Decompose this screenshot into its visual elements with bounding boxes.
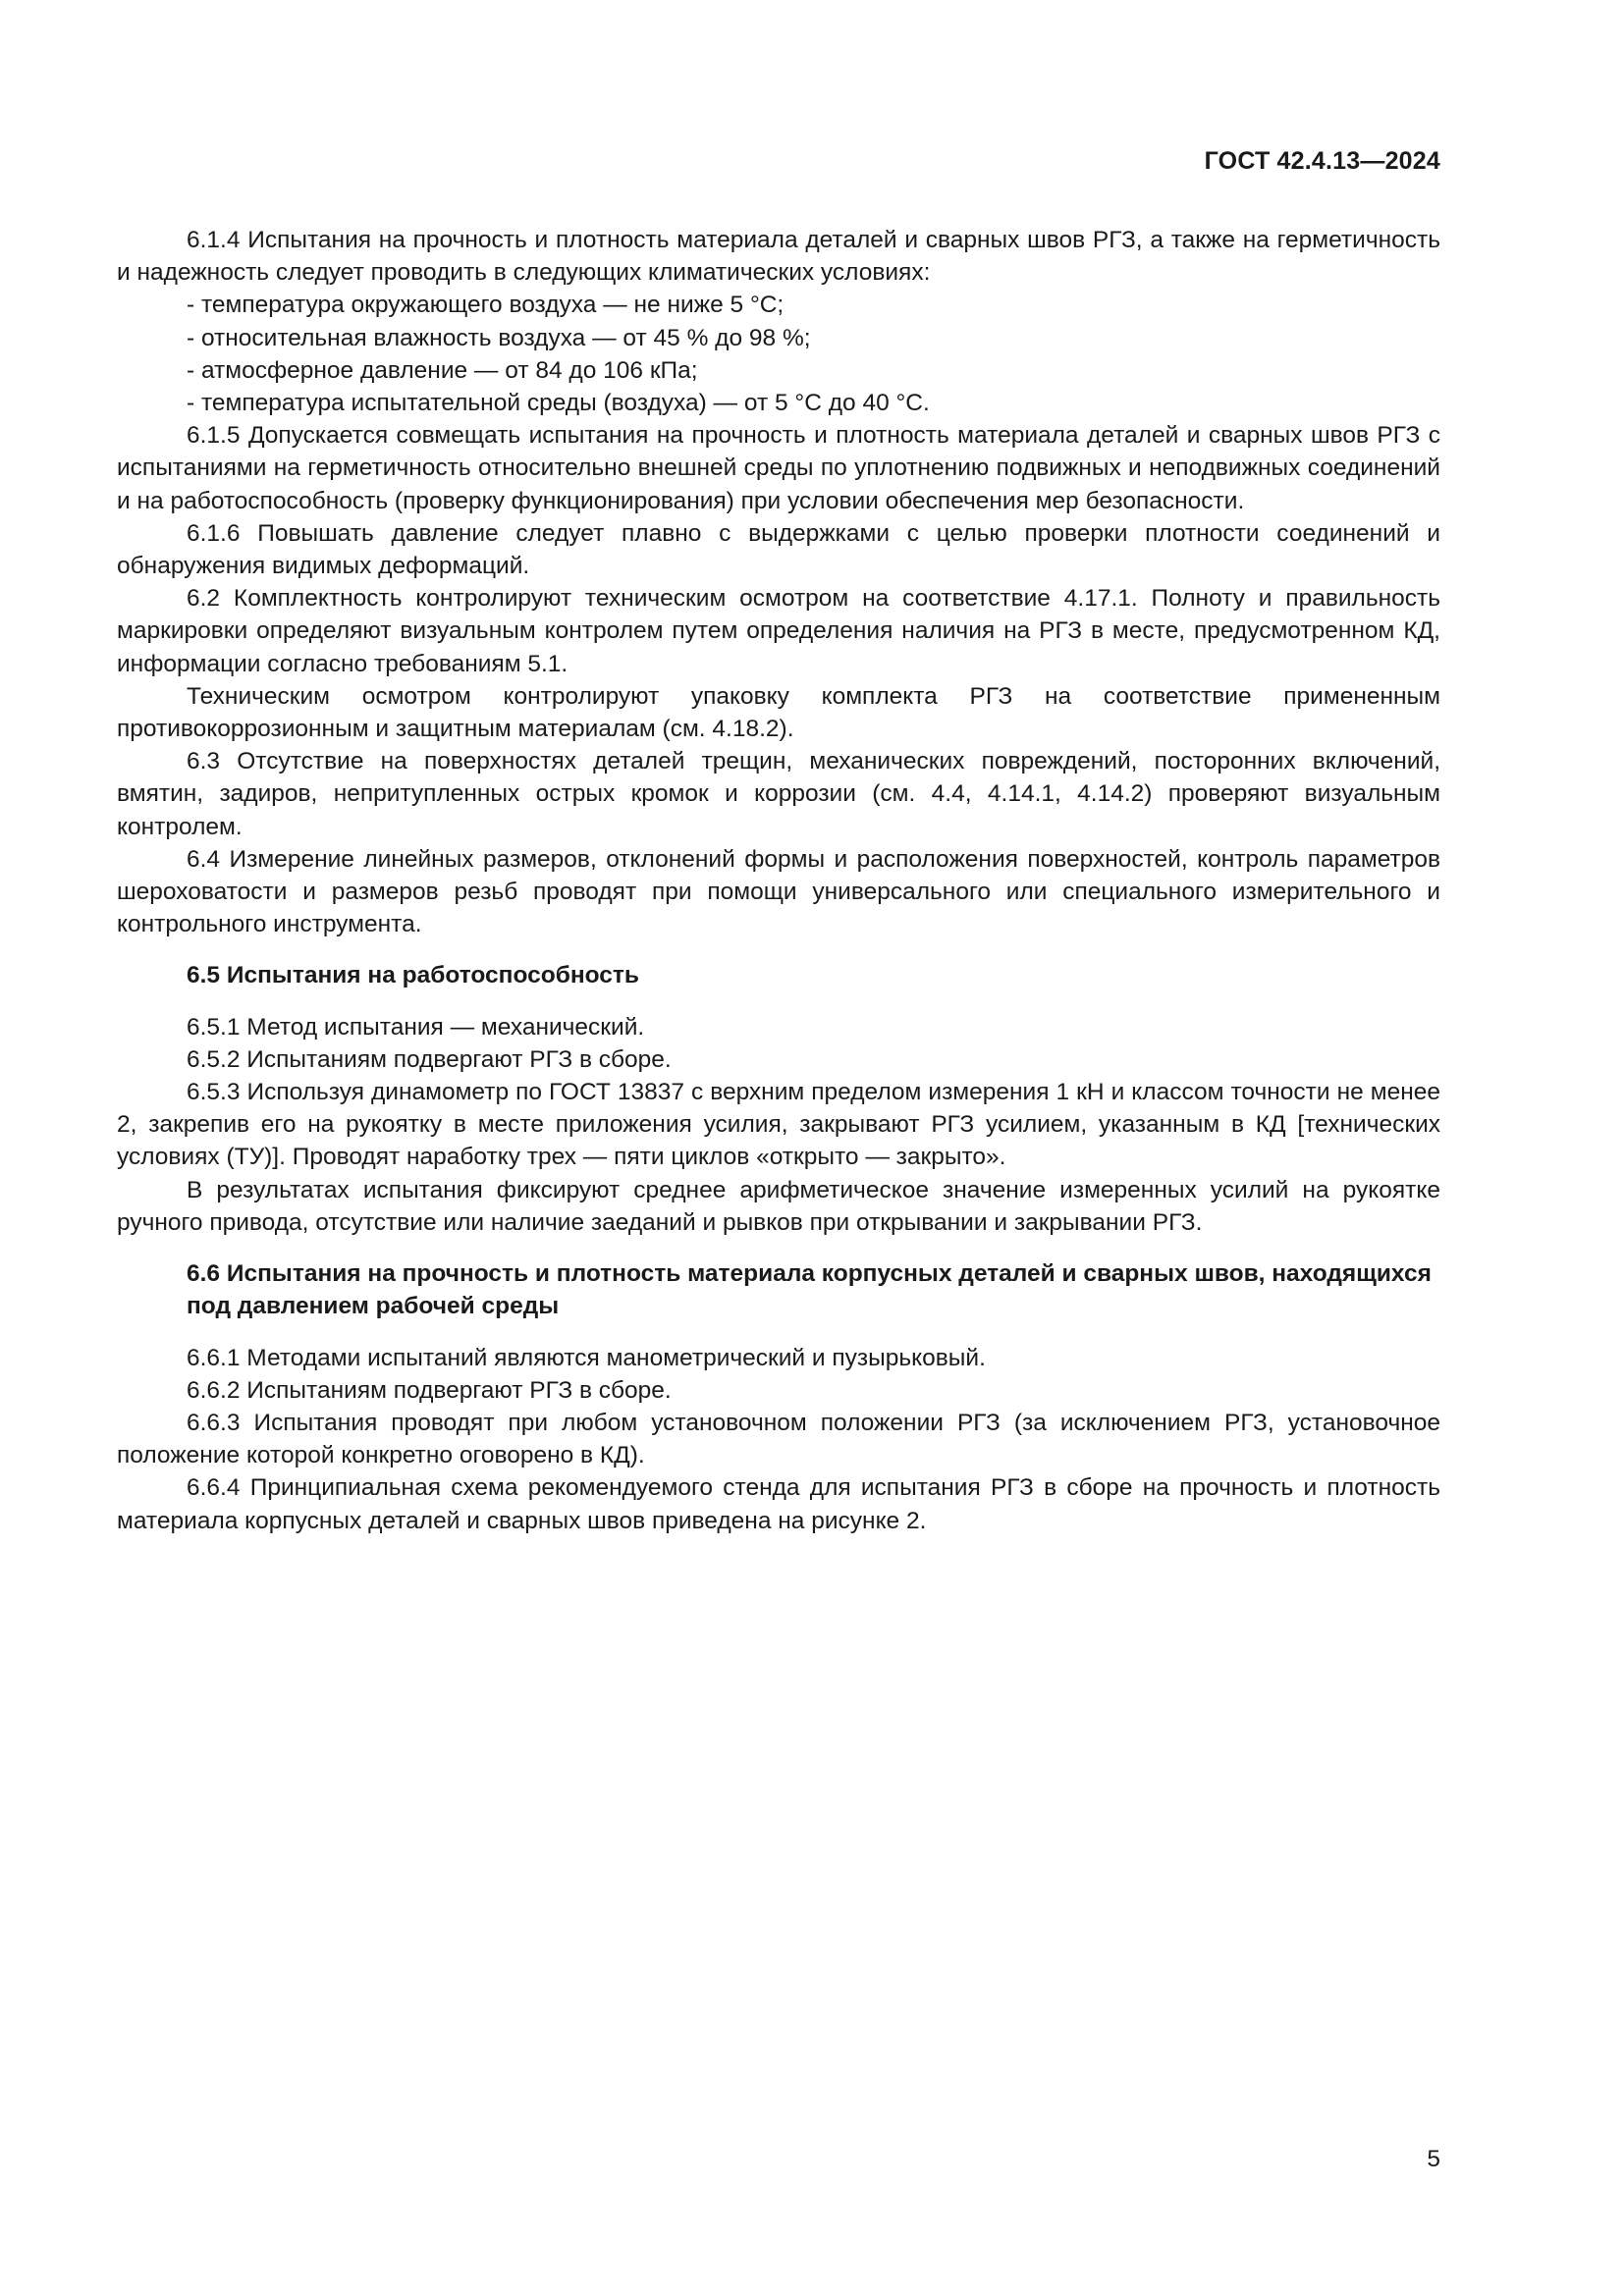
document-body bbox=[117, 224, 1440, 1537]
clause-6-5-3-results: В результатах испытания фиксируют среднее арифметическое значение измеренных усилий на рукоятке ручного привода, отсутствие или наличие заеданий и рывков при открывании и закрывании РГЗ. bbox=[117, 1176, 1440, 1236]
condition-item: - относительная влажность воздуха — от 45 % до 98 %; bbox=[187, 324, 811, 351]
document-header: ГОСТ 42.4.13—2024 bbox=[1204, 147, 1440, 175]
clause-6-5-3: 6.5.3 Используя динамометр по ГОСТ 13837 с верхним пределом измерения 1 кН и классом точности не менее 2, закрепив его на рукоятку в месте приложения усилия, закрывают РГЗ усилием, указанным в КД [технических условиях (ТУ)]. Проводят наработку трех — пяти циклов «открыто — закрыто». bbox=[117, 1079, 1440, 1171]
clause-6-3: 6.3 Отсутствие на поверхностях деталей трещин, механических повреждений, посторонних включений, вмятин, задиров, непритупленных острых кромок и коррозии (см. 4.4, 4.14.1, 4.14.2) проверяют визуальным контролем. bbox=[117, 748, 1440, 840]
section-heading-6-6: 6.6 Испытания на прочность и плотность материала корпусных деталей и сварных швов, находящихся под давлением рабочей среды bbox=[187, 1260, 1432, 1320]
clause-6-1-4: 6.1.4 Испытания на прочность и плотность материала деталей и сварных швов РГЗ, а также на герметичность и надежность следует проводить в следующих климатических условиях: bbox=[117, 227, 1440, 287]
clause-6-6-4: 6.6.4 Принципиальная схема рекомендуемого стенда для испытания РГЗ в сборе на прочность и плотность материала корпусных деталей и сварных швов приведена на рисунке 2. bbox=[117, 1474, 1440, 1534]
condition-item: - температура испытательной среды (воздуха) — от 5 °С до 40 °С. bbox=[187, 390, 930, 417]
condition-item: - температура окружающего воздуха — не ниже 5 °С; bbox=[187, 292, 785, 319]
clause-6-4: 6.4 Измерение линейных размеров, отклонений формы и расположения поверхностей, контроль параметров шероховатости и размеров резьб проводят при помощи универсального или специального измерительного и контрольного инструмента. bbox=[117, 845, 1440, 938]
clause-6-1-6: 6.1.6 Повышать давление следует плавно с выдержками с целью проверки плотности соединений и обнаружения видимых деформаций. bbox=[117, 519, 1440, 580]
clause-6-5-1: 6.5.1 Метод испытания — механический. bbox=[187, 1013, 645, 1041]
clause-6-2: 6.2 Комплектность контролируют техническим осмотром на соответствие 4.17.1. Полноту и правильность маркировки определяют визуальным контролем путем определения наличия на РГЗ в месте, предусмотренном КД, информации согласно требованиям 5.1. bbox=[117, 585, 1440, 677]
clause-6-1-5: 6.1.5 Допускается совмещать испытания на прочность и плотность материала деталей и сварных швов РГЗ с испытаниями на герметичность относительно внешней среды по уплотнению подвижных и неподвижных соединений и на работоспособность (проверку функционирования) при условии обеспечения мер безопасности. bbox=[117, 422, 1440, 514]
clause-6-6-3: 6.6.3 Испытания проводят при любом установочном положении РГЗ (за исключением РГЗ, установочное положение которой конкретно оговорено в КД). bbox=[117, 1409, 1440, 1469]
clause-6-6-1: 6.6.1 Методами испытаний являются манометрический и пузырьковый. bbox=[187, 1344, 986, 1371]
condition-item: - атмосферное давление — от 84 до 106 кПа; bbox=[187, 356, 698, 384]
section-heading-6-5: 6.5 Испытания на работоспособность bbox=[187, 962, 639, 989]
clause-6-2-packaging: Техническим осмотром контролируют упаковку комплекта РГЗ на соответствие примененным противокоррозионным и защитным материалам (см. 4.18.2). bbox=[117, 682, 1440, 743]
clause-6-5-2: 6.5.2 Испытаниям подвергают РГЗ в сборе. bbox=[187, 1045, 672, 1073]
clause-6-6-2: 6.6.2 Испытаниям подвергают РГЗ в сборе. bbox=[187, 1376, 672, 1404]
page-number: 5 bbox=[1427, 2146, 1440, 2172]
